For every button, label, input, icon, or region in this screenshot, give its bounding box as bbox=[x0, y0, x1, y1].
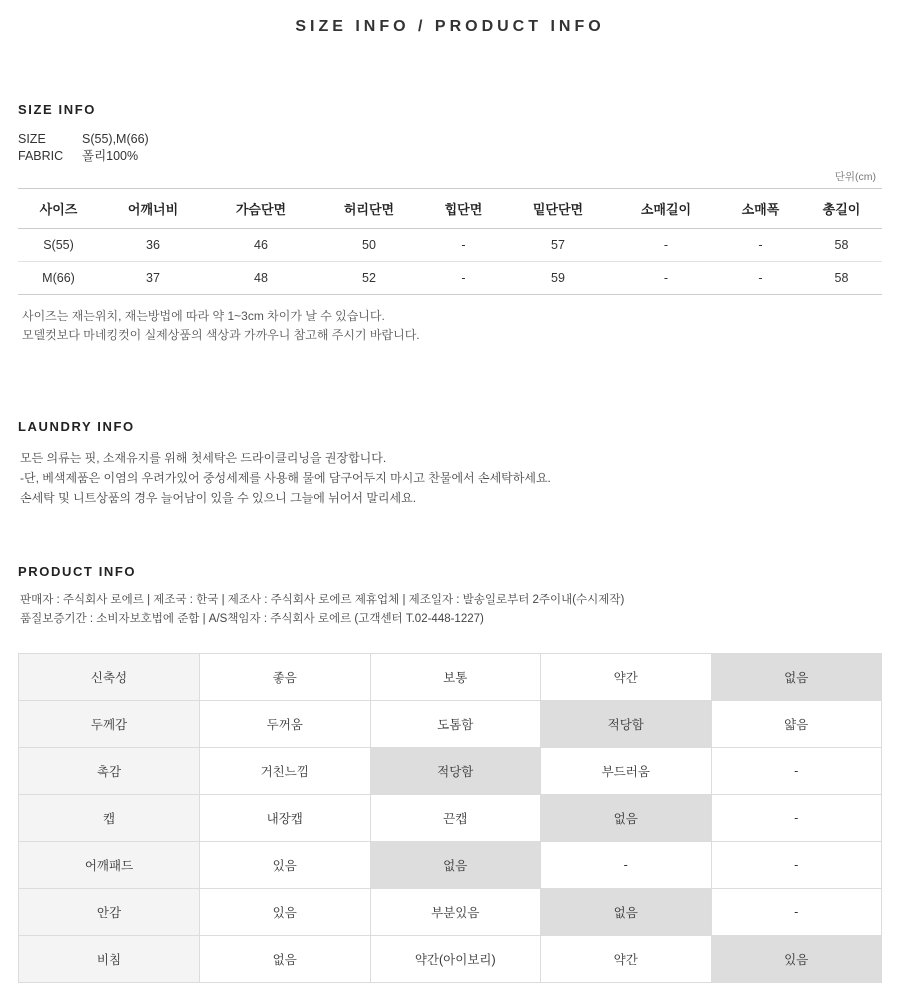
attr-option-4-3: - bbox=[711, 842, 882, 889]
page-title: SIZE INFO / PRODUCT INFO bbox=[295, 18, 605, 35]
size-note-line: 사이즈는 재는위치, 재는방법에 따라 약 1~3cm 차이가 날 수 있습니다. bbox=[22, 309, 385, 323]
size-cell-0-6: - bbox=[612, 229, 720, 262]
attr-label-0: 신축성 bbox=[19, 654, 200, 701]
size-info-heading: SIZE INFO bbox=[18, 102, 96, 117]
size-cell-0-8: 58 bbox=[801, 229, 882, 262]
fabric-key-value-row bbox=[18, 148, 882, 165]
size-table-col-6: 소매길이 bbox=[612, 189, 720, 229]
fabric-label: FABRIC bbox=[18, 149, 64, 163]
unit-note: 단위(cm) bbox=[834, 171, 876, 183]
size-notes bbox=[18, 307, 882, 345]
attr-option-2-2: 부드러움 bbox=[541, 748, 712, 795]
size-cell-1-6: - bbox=[612, 262, 720, 295]
size-value: S(55),M(66) bbox=[82, 132, 149, 146]
table-row bbox=[19, 842, 882, 889]
attr-option-3-0: 내장캡 bbox=[200, 795, 371, 842]
product-info-lines bbox=[18, 591, 882, 629]
attr-option-2-1: 적당함 bbox=[370, 748, 541, 795]
size-table-col-0: 사이즈 bbox=[18, 189, 99, 229]
attr-option-1-3: 얇음 bbox=[711, 701, 882, 748]
attr-option-5-1: 부분있음 bbox=[370, 889, 541, 936]
attr-option-6-1: 약간(아이보리) bbox=[370, 936, 541, 983]
product-attribute-table bbox=[18, 653, 882, 983]
attr-label-6: 비침 bbox=[19, 936, 200, 983]
size-info-section bbox=[0, 102, 900, 345]
size-table-col-3: 허리단면 bbox=[315, 189, 423, 229]
attr-label-3: 캡 bbox=[19, 795, 200, 842]
product-info-section bbox=[0, 564, 900, 983]
attr-option-1-2: 적당함 bbox=[541, 701, 712, 748]
size-cell-1-0: M(66) bbox=[18, 262, 99, 295]
attr-option-0-2: 약간 bbox=[541, 654, 712, 701]
attr-option-5-3: - bbox=[711, 889, 882, 936]
laundry-line: 손세탁 및 니트상품의 경우 늘어남이 있을 수 있으니 그늘에 뉘어서 말리세요. bbox=[20, 491, 417, 505]
fabric-value: 폴리100% bbox=[82, 149, 139, 163]
laundry-info-lines bbox=[18, 448, 882, 508]
attr-option-3-1: 끈캡 bbox=[370, 795, 541, 842]
size-cell-0-1: 36 bbox=[99, 229, 207, 262]
size-cell-0-2: 46 bbox=[207, 229, 315, 262]
size-cell-0-0: S(55) bbox=[18, 229, 99, 262]
attr-option-4-0: 있음 bbox=[200, 842, 371, 889]
attr-option-3-3: - bbox=[711, 795, 882, 842]
table-row bbox=[19, 701, 882, 748]
size-cell-0-7: - bbox=[720, 229, 801, 262]
attr-label-5: 안감 bbox=[19, 889, 200, 936]
size-cell-1-7: - bbox=[720, 262, 801, 295]
attr-option-2-3: - bbox=[711, 748, 882, 795]
size-cell-0-4: - bbox=[423, 229, 504, 262]
attr-label-1: 두께감 bbox=[19, 701, 200, 748]
table-row bbox=[18, 229, 882, 262]
size-key-value-row bbox=[18, 131, 882, 148]
attr-option-6-3: 있음 bbox=[711, 936, 882, 983]
attr-option-6-0: 없음 bbox=[200, 936, 371, 983]
table-row bbox=[18, 262, 882, 295]
attr-option-5-0: 있음 bbox=[200, 889, 371, 936]
table-row bbox=[19, 936, 882, 983]
size-table-col-8: 총길이 bbox=[801, 189, 882, 229]
size-cell-1-2: 48 bbox=[207, 262, 315, 295]
attr-option-0-0: 좋음 bbox=[200, 654, 371, 701]
size-cell-1-8: 58 bbox=[801, 262, 882, 295]
attr-option-6-2: 약간 bbox=[541, 936, 712, 983]
size-table-col-1: 어깨너비 bbox=[99, 189, 207, 229]
size-cell-1-5: 59 bbox=[504, 262, 612, 295]
size-table-col-7: 소매폭 bbox=[720, 189, 801, 229]
product-line: 품질보증기간 : 소비자보호법에 준함 | A/S책임자 : 주식회사 로에르 (고객센터 T.02-448-1227) bbox=[20, 613, 484, 625]
size-note-line: 모델컷보다 마네킹컷이 실제상품의 색상과 가까우니 참고해 주시기 바랍니다. bbox=[22, 328, 420, 342]
attr-option-1-1: 도톰함 bbox=[370, 701, 541, 748]
table-row bbox=[19, 889, 882, 936]
size-table-col-2: 가슴단면 bbox=[207, 189, 315, 229]
product-line: 판매자 : 주식회사 로에르 | 제조국 : 한국 | 제조사 : 주식회사 로에르 제휴업체 | 제조일자 : 발송일로부터 2주이내(수시제작) bbox=[20, 594, 625, 606]
size-cell-1-4: - bbox=[423, 262, 504, 295]
attr-label-2: 촉감 bbox=[19, 748, 200, 795]
table-row bbox=[19, 654, 882, 701]
laundry-info-section bbox=[0, 419, 900, 508]
size-measurement-table bbox=[18, 188, 882, 295]
attr-option-5-2: 없음 bbox=[541, 889, 712, 936]
laundry-line: -단, 베색제품은 이염의 우려가있어 중성세제를 사용해 물에 담구어두지 마시고 찬물에서 손세탁하세요. bbox=[20, 471, 551, 485]
size-cell-1-1: 37 bbox=[99, 262, 207, 295]
size-table-col-5: 밑단단면 bbox=[504, 189, 612, 229]
size-label: SIZE bbox=[18, 132, 46, 146]
attr-option-1-0: 두꺼움 bbox=[200, 701, 371, 748]
size-table-header-row bbox=[18, 189, 882, 229]
attr-option-4-1: 없음 bbox=[370, 842, 541, 889]
size-cell-0-5: 57 bbox=[504, 229, 612, 262]
product-info-heading: PRODUCT INFO bbox=[18, 564, 137, 579]
attr-option-0-1: 보통 bbox=[370, 654, 541, 701]
table-row bbox=[19, 795, 882, 842]
attr-label-4: 어깨패드 bbox=[19, 842, 200, 889]
attr-option-0-3: 없음 bbox=[711, 654, 882, 701]
size-table-col-4: 힙단면 bbox=[423, 189, 504, 229]
size-cell-1-3: 52 bbox=[315, 262, 423, 295]
size-cell-0-3: 50 bbox=[315, 229, 423, 262]
laundry-line: 모든 의류는 핏, 소재유지를 위해 첫세탁은 드라이클리닝을 권장합니다. bbox=[20, 451, 387, 465]
attr-option-3-2: 없음 bbox=[541, 795, 712, 842]
attr-option-2-0: 거친느낌 bbox=[200, 748, 371, 795]
size-fabric-block bbox=[18, 131, 882, 165]
table-row bbox=[19, 748, 882, 795]
laundry-info-heading: LAUNDRY INFO bbox=[18, 419, 135, 434]
attr-option-4-2: - bbox=[541, 842, 712, 889]
